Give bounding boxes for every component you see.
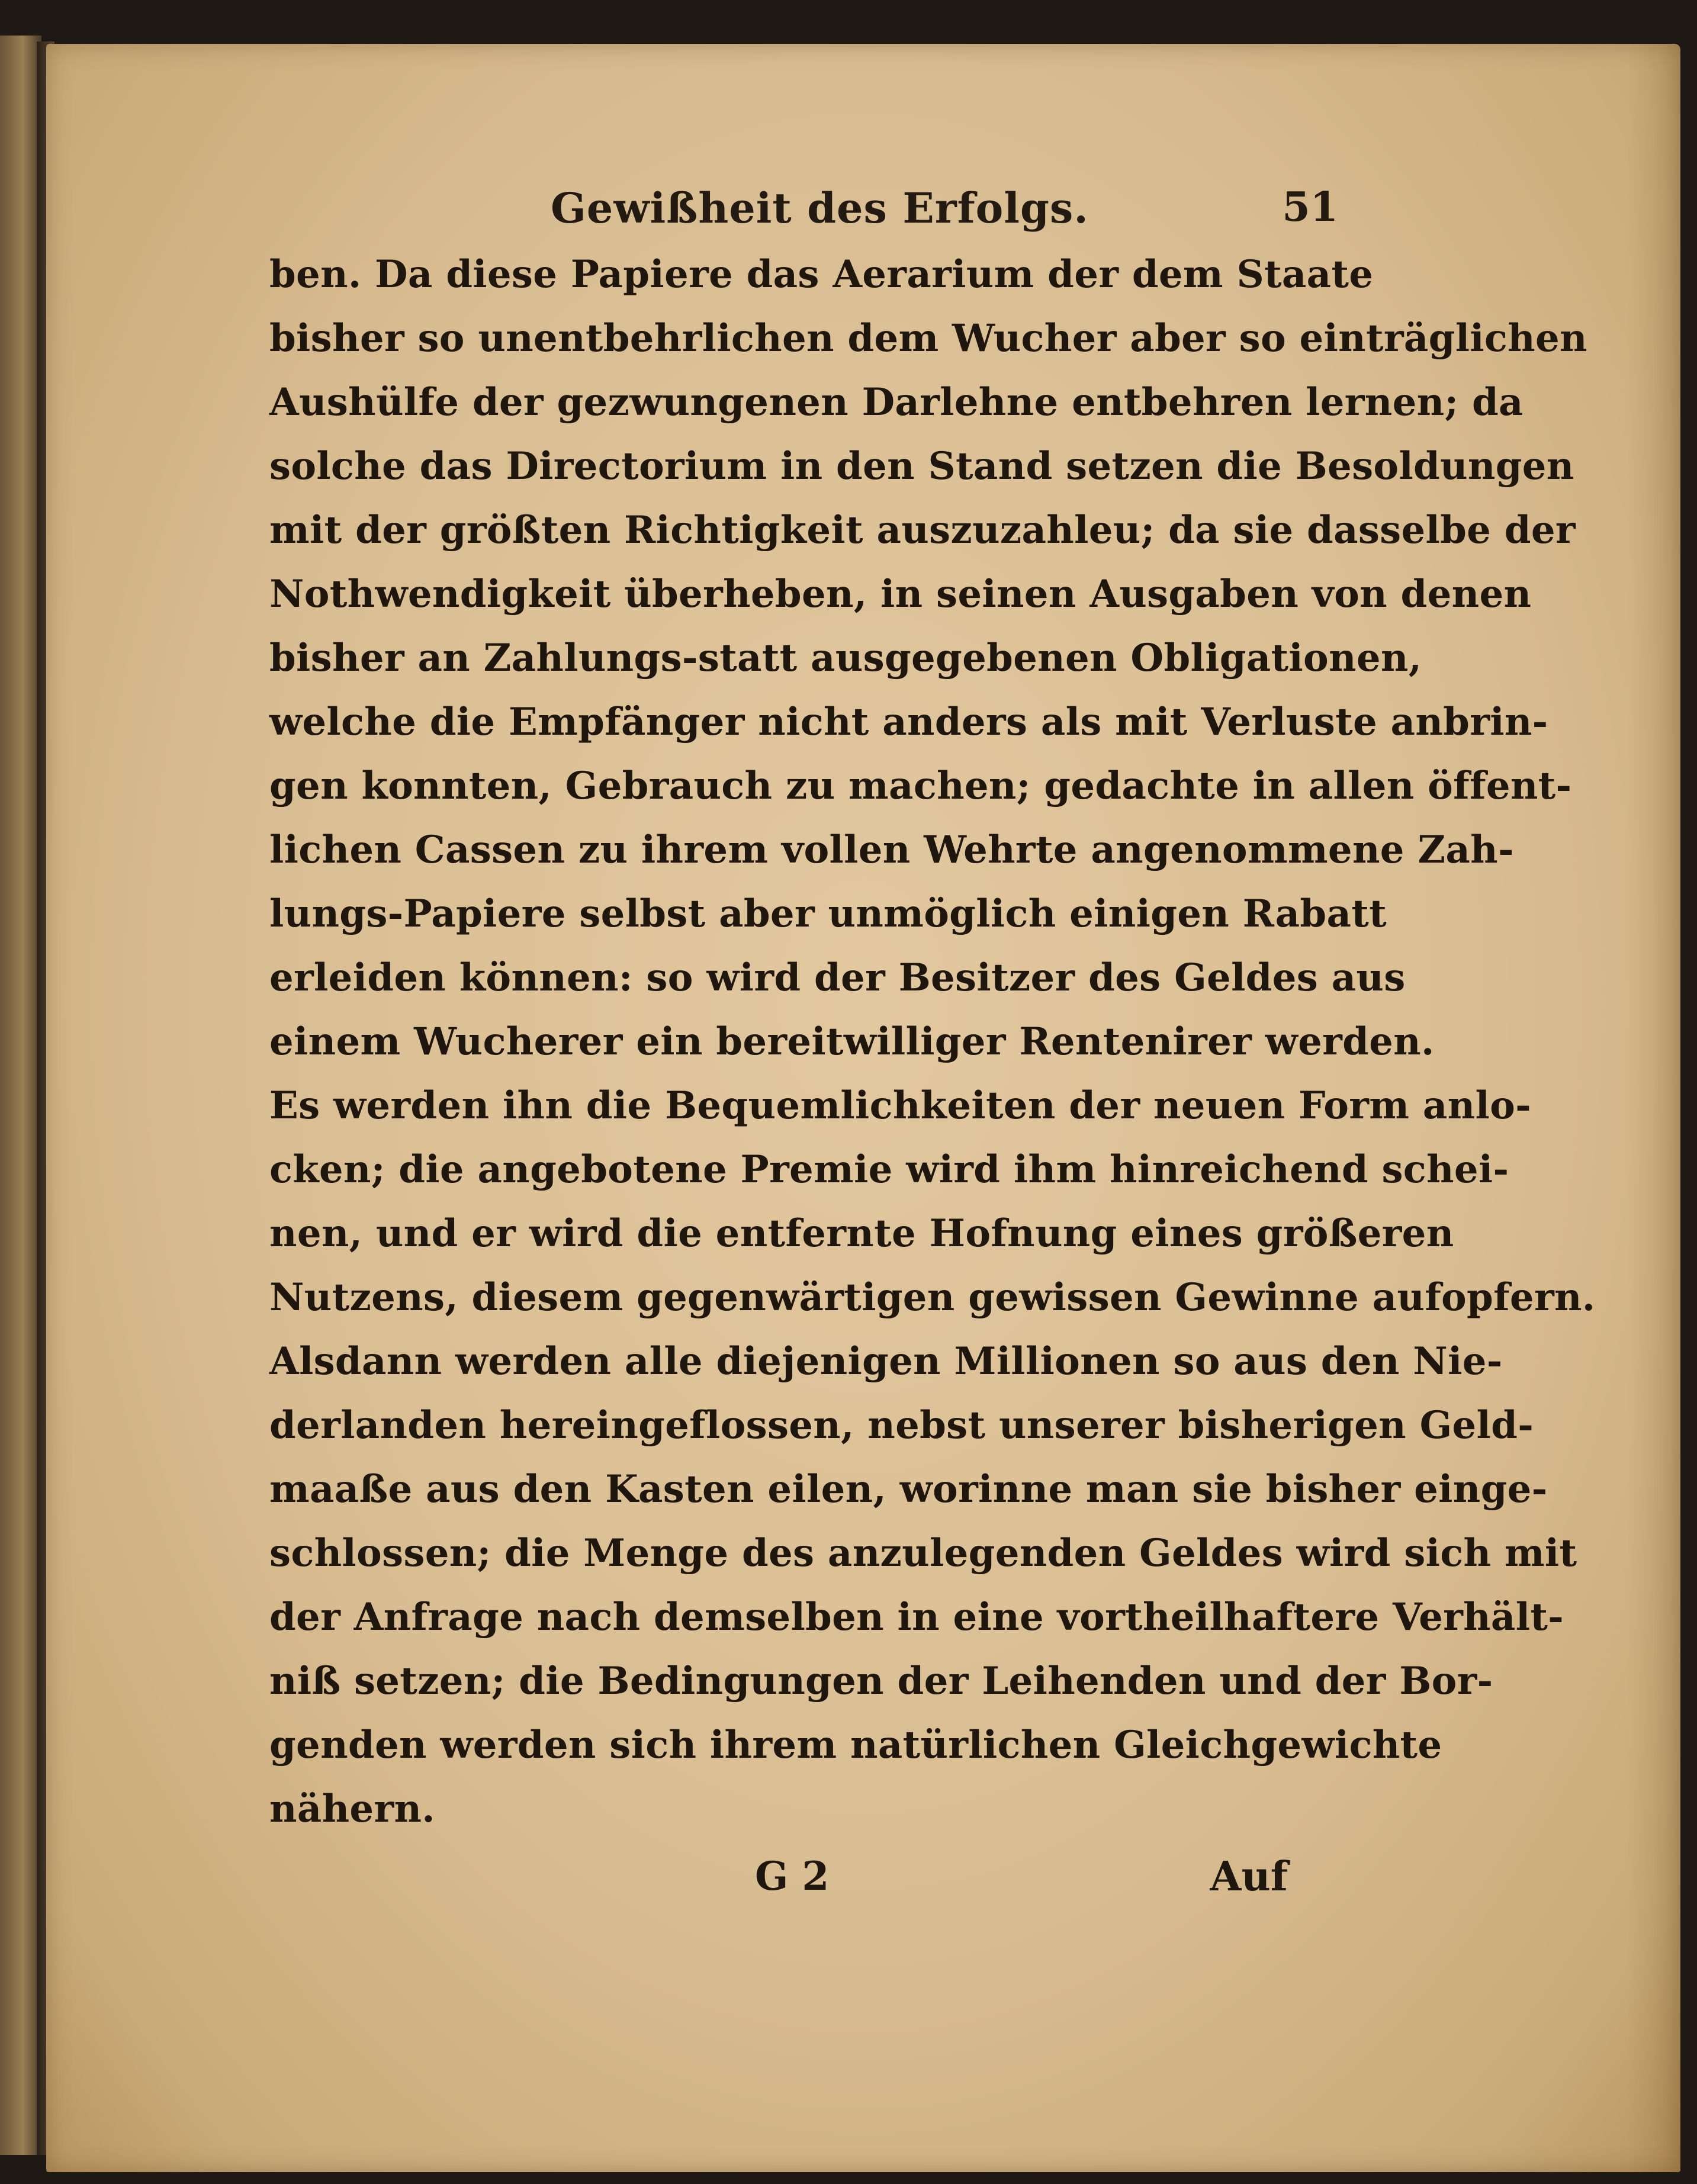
- text-line: Alsdann werden alle diejenigen Millionen so aus den Nie-: [269, 1339, 1503, 1384]
- text-line: maaße aus den Kasten eilen, worinne man sie bisher einge-: [269, 1467, 1548, 1511]
- text-line: Nutzens, diesem gegenwärtigen gewissen Gewinne aufopfern.: [269, 1275, 1596, 1320]
- text-line: gen konnten, Gebrauch zu machen; gedachte in allen öffent-: [269, 764, 1572, 808]
- text-line: erleiden können: so wird der Besitzer des Geldes aus: [269, 956, 1406, 1000]
- body-text: [269, 243, 1596, 1841]
- text-line: nen, und er wird die entfernte Hofnung eines größeren: [269, 1211, 1454, 1256]
- text-line: bisher so unentbehrlichen dem Wucher aber so einträglichen: [269, 316, 1587, 361]
- page-edge-shadow: [1627, 44, 1680, 2172]
- page-number: 51: [1282, 184, 1338, 231]
- text-line: solche das Directorium in den Stand setzen die Besoldungen: [269, 444, 1574, 488]
- text-line: welche die Empfänger nicht anders als mit Verluste anbrin-: [269, 700, 1548, 744]
- text-line: Es werden ihn die Bequemlichkeiten der neuen Form anlo-: [269, 1083, 1531, 1128]
- running-head: [551, 184, 1338, 237]
- running-head-title: Gewißheit des Erfolgs.: [551, 184, 1089, 233]
- text-line: schlossen; die Menge des anzulegenden Geldes wird sich mit: [269, 1531, 1577, 1575]
- text-line: derlanden hereingeflossen, nebst unserer bisherigen Geld-: [269, 1403, 1534, 1448]
- text-line: bisher an Zahlungs-statt ausgegebenen Obligationen,: [269, 636, 1422, 680]
- text-line: Aushülfe der gezwungenen Darlehne entbehren lernen; da: [269, 380, 1524, 424]
- text-line: der Anfrage nach demselben in eine vortheilhaftere Verhält-: [269, 1595, 1564, 1639]
- text-line: niß setzen; die Bedingungen der Leihenden und der Bor-: [269, 1659, 1493, 1703]
- page-footer: [269, 1853, 1288, 1918]
- text-line: einem Wucherer ein bereitwilliger Rentenirer werden.: [269, 1019, 1435, 1064]
- text-line: lungs-Papiere selbst aber unmöglich einigen Rabatt: [269, 892, 1387, 936]
- text-line: nähern.: [269, 1787, 435, 1831]
- text-line: genden werden sich ihrem natürlichen Gleichgewichte: [269, 1723, 1442, 1767]
- text-line: mit der größten Richtigkeit auszuzahleu; da sie dasselbe der: [269, 508, 1576, 552]
- text-line: cken; die angebotene Premie wird ihm hinreichend schei-: [269, 1147, 1509, 1192]
- signature-mark: G 2: [755, 1853, 830, 1899]
- text-line: Nothwendigkeit überheben, in seinen Ausgaben von denen: [269, 572, 1532, 616]
- text-line: lichen Cassen zu ihrem vollen Wehrte angenommene Zah-: [269, 828, 1514, 872]
- facing-page-edge: [0, 36, 41, 2155]
- catchword: Auf: [1210, 1853, 1288, 1900]
- text-line: ben. Da diese Papiere das Aerarium der dem Staate: [269, 252, 1374, 297]
